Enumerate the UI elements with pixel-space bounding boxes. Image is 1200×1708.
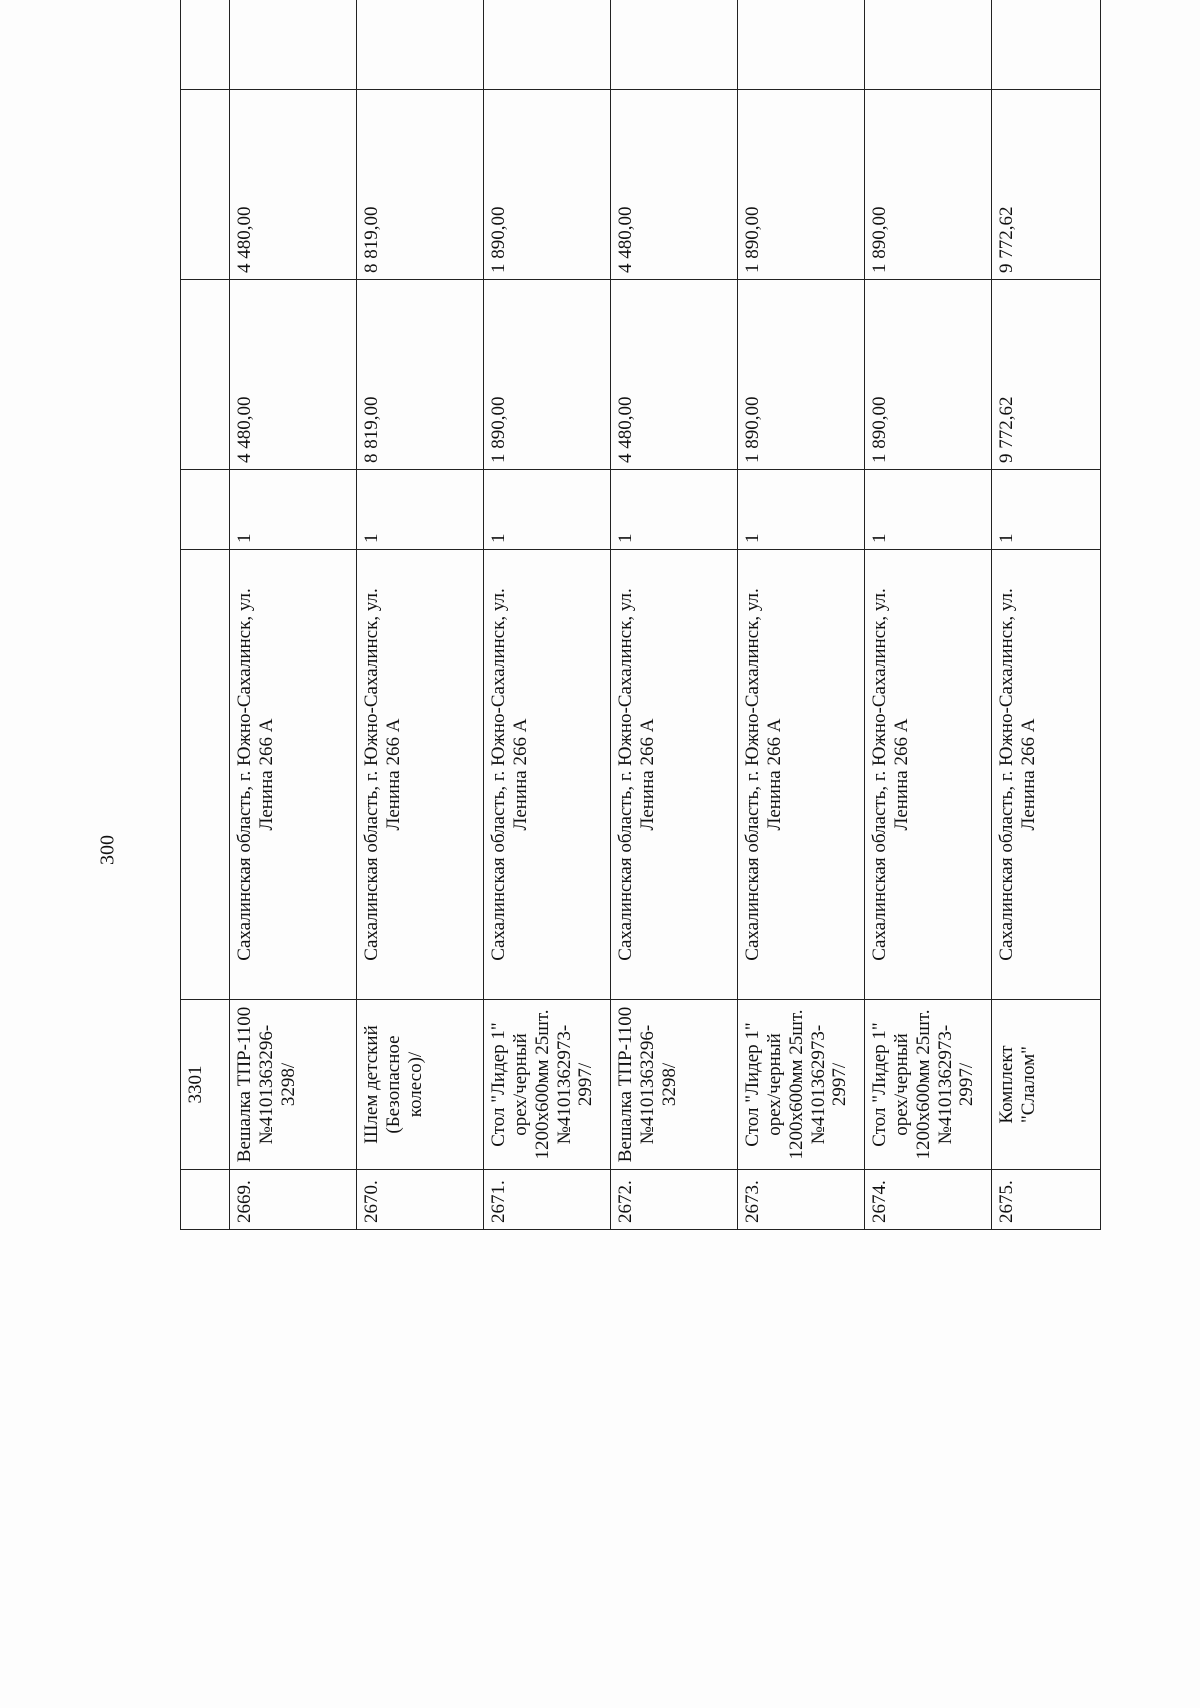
item-name-cell: Стол "Лидер 1" орех/черный 1200х600мм 25шт.№4101362973-2997/ (865, 1000, 992, 1170)
header-value1-cell (181, 280, 230, 470)
header-qty-cell (181, 470, 230, 550)
empty-cell (484, 0, 611, 90)
book-value-cell: 1 890,00 (484, 280, 611, 470)
item-name-cell: Стол "Лидер 1" орех/черный 1200х600мм 25шт.№4101362973-2997/ (738, 1000, 865, 1170)
address-cell: Сахалинская область, г. Южно-Сахалинск, ул. Ленина 266 А (230, 550, 357, 1000)
book-value-cell: 4 480,00 (230, 280, 357, 470)
quantity-cell: 1 (357, 470, 484, 550)
empty-cell (992, 0, 1101, 90)
quantity-cell: 1 (992, 470, 1101, 550)
book-value-cell: 1 890,00 (865, 280, 992, 470)
address-cell: Сахалинская область, г. Южно-Сахалинск, ул. Ленина 266 А (484, 550, 611, 1000)
table-row (357, 0, 484, 1230)
quantity-cell: 1 (738, 470, 865, 550)
address-cell: Сахалинская область, г. Южно-Сахалинск, ул. Ленина 266 А (357, 550, 484, 1000)
residual-value-cell: 1 890,00 (484, 90, 611, 280)
table-row (738, 0, 865, 1230)
residual-value-cell: 1 890,00 (865, 90, 992, 280)
row-number-cell: 2675. (992, 1170, 1101, 1230)
page-number: 300 (96, 835, 119, 865)
item-name-cell: Вешалка ТПР-1100 №4101363296-3298/ (230, 1000, 357, 1170)
quantity-cell: 1 (611, 470, 738, 550)
address-cell: Сахалинская область, г. Южно-Сахалинск, ул. Ленина 266 А (738, 550, 865, 1000)
header-code-cell: 3301 (181, 1000, 230, 1170)
empty-cell (738, 0, 865, 90)
row-number-cell: 2671. (484, 1170, 611, 1230)
empty-cell (357, 0, 484, 90)
empty-cell (611, 0, 738, 90)
table-header-row (181, 0, 230, 1230)
item-name-cell: Шлем детский (Безопасное колесо)/ (357, 1000, 484, 1170)
row-number-cell: 2670. (357, 1170, 484, 1230)
residual-value-cell: 4 480,00 (230, 90, 357, 280)
item-name-cell: Вешалка ТПР-1100 №4101363296-3298/ (611, 1000, 738, 1170)
table-row (611, 0, 738, 1230)
quantity-cell: 1 (230, 470, 357, 550)
book-value-cell: 8 819,00 (357, 280, 484, 470)
item-name-cell: Комплект "Слалом" (992, 1000, 1101, 1170)
row-number-cell: 2673. (738, 1170, 865, 1230)
table-row (484, 0, 611, 1230)
residual-value-cell: 9 772,62 (992, 90, 1101, 280)
inventory-table-container (180, 0, 1039, 1230)
row-number-cell: 2674. (865, 1170, 992, 1230)
address-cell: Сахалинская область, г. Южно-Сахалинск, ул. Ленина 266 А (865, 550, 992, 1000)
row-number-cell: 2672. (611, 1170, 738, 1230)
item-name-cell: Стол "Лидер 1" орех/черный 1200х600мм 25шт.№4101362973-2997/ (484, 1000, 611, 1170)
header-address-cell (181, 550, 230, 1000)
quantity-cell: 1 (484, 470, 611, 550)
header-num-cell (181, 1170, 230, 1230)
book-value-cell: 4 480,00 (611, 280, 738, 470)
residual-value-cell: 4 480,00 (611, 90, 738, 280)
empty-cell (230, 0, 357, 90)
table-row (230, 0, 357, 1230)
book-value-cell: 9 772,62 (992, 280, 1101, 470)
residual-value-cell: 8 819,00 (357, 90, 484, 280)
inventory-table (180, 0, 1101, 1230)
header-value2-cell (181, 90, 230, 280)
residual-value-cell: 1 890,00 (738, 90, 865, 280)
book-value-cell: 1 890,00 (738, 280, 865, 470)
row-number-cell: 2669. (230, 1170, 357, 1230)
header-empty1-cell (181, 0, 230, 90)
address-cell: Сахалинская область, г. Южно-Сахалинск, ул. Ленина 266 А (992, 550, 1101, 1000)
table-row (865, 0, 992, 1230)
address-cell: Сахалинская область, г. Южно-Сахалинск, ул. Ленина 266 А (611, 550, 738, 1000)
table-row (992, 0, 1101, 1230)
quantity-cell: 1 (865, 470, 992, 550)
empty-cell (865, 0, 992, 90)
